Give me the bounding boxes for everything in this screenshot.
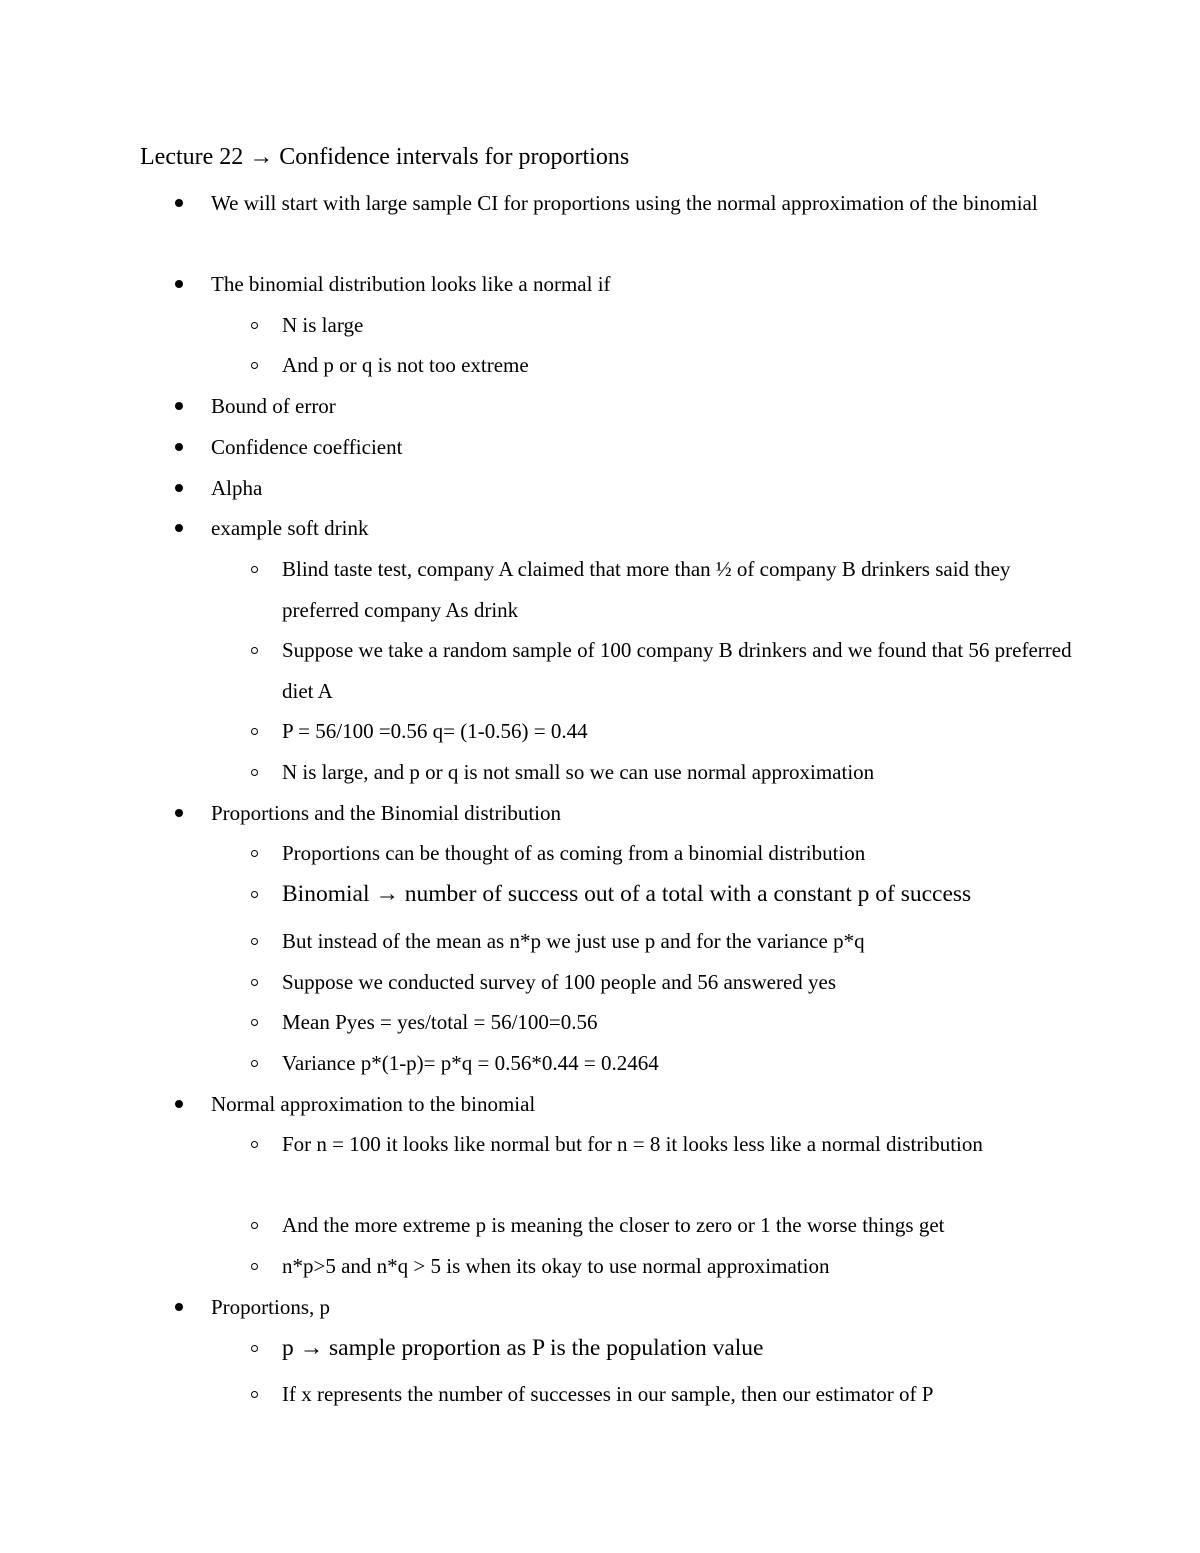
bullet-item <box>211 508 1111 549</box>
sub-bullet-item <box>282 1374 1082 1415</box>
bullet-item <box>211 793 1111 834</box>
hollow-bullet-icon <box>246 921 262 962</box>
filled-bullet-icon <box>171 264 187 305</box>
bullet-text: For n = 100 it looks like normal but for n = 8 it looks less like a normal distribution <box>282 1132 983 1156</box>
bullet-text: Bound of error <box>211 394 336 418</box>
bullet-text: p → sample proportion as P is the population value <box>282 1335 764 1361</box>
sub-bullet-item <box>282 305 1082 346</box>
filled-bullet-icon <box>171 508 187 549</box>
filled-bullet-icon <box>171 386 187 427</box>
bullet-text: Proportions can be thought of as coming from a binomial distribution <box>282 841 866 865</box>
hollow-bullet-icon <box>246 962 262 1003</box>
hollow-bullet-icon <box>246 1374 262 1415</box>
hollow-bullet-icon <box>246 711 262 752</box>
bullet-text: But instead of the mean as n*p we just use p and for the variance p*q <box>282 929 865 953</box>
bullet-text: Confidence coefficient <box>211 435 403 459</box>
bullet-text: We will start with large sample CI for proportions using the normal approximation of the binomial <box>211 191 1038 215</box>
sub-bullet-item <box>282 1205 1082 1246</box>
sub-bullet-item <box>282 874 1082 915</box>
bullet-text: N is large, and p or q is not small so we can use normal approximation <box>282 760 875 784</box>
hollow-bullet-icon <box>246 752 262 793</box>
sub-bullet-item <box>282 752 1082 793</box>
sub-bullet-item <box>282 1246 1082 1287</box>
hollow-bullet-icon <box>246 630 262 671</box>
sub-bullet-item <box>282 1002 1082 1043</box>
bullet-text: N is large <box>282 313 364 337</box>
sub-bullet-item <box>282 1043 1082 1084</box>
filled-bullet-icon <box>171 1084 187 1125</box>
bullet-text: example soft drink <box>211 516 369 540</box>
bullet-text: Proportions, p <box>211 1295 331 1319</box>
sub-bullet-item <box>282 711 1082 752</box>
bullet-text: Normal approximation to the binomial <box>211 1092 536 1116</box>
filled-bullet-icon <box>171 427 187 468</box>
sub-bullet-item <box>282 962 1082 1003</box>
bullet-text: Suppose we take a random sample of 100 company B drinkers and we found that 56 preferred diet A <box>282 638 1072 703</box>
bullet-text: n*p>5 and n*q > 5 is when its okay to use normal approximation <box>282 1254 830 1278</box>
bullet-text: And the more extreme p is meaning the closer to zero or 1 the worse things get <box>282 1213 945 1237</box>
sub-bullet-item <box>282 833 1082 874</box>
bullet-text: And p or q is not too extreme <box>282 353 529 377</box>
hollow-bullet-icon <box>246 1205 262 1246</box>
bullet-text: Suppose we conducted survey of 100 people and 56 answered yes <box>282 970 837 994</box>
bullet-text: Blind taste test, company A claimed that more than ½ of company B drinkers said they preferred company As drink <box>282 557 1011 622</box>
bullet-item <box>211 468 1111 509</box>
bullet-item <box>211 183 1111 224</box>
hollow-bullet-icon <box>246 874 262 915</box>
bullet-text: Alpha <box>211 476 263 500</box>
filled-bullet-icon <box>171 183 187 224</box>
hollow-bullet-icon <box>246 549 262 590</box>
filled-bullet-icon <box>171 793 187 834</box>
sub-bullet-item <box>282 549 1082 630</box>
bullet-text: Variance p*(1-p)= p*q = 0.56*0.44 = 0.2464 <box>282 1051 659 1075</box>
hollow-bullet-icon <box>246 305 262 346</box>
bullet-text: The binomial distribution looks like a normal if <box>211 272 611 296</box>
hollow-bullet-icon <box>246 345 262 386</box>
sub-bullet-item <box>282 630 1082 711</box>
bullet-item <box>211 1084 1111 1125</box>
bullet-item <box>211 427 1111 468</box>
hollow-bullet-icon <box>246 1043 262 1084</box>
sub-bullet-item <box>282 921 1082 962</box>
hollow-bullet-icon <box>246 1002 262 1043</box>
hollow-bullet-icon <box>246 1124 262 1165</box>
bullet-text: Mean Pyes = yes/total = 56/100=0.56 <box>282 1010 598 1034</box>
bullet-item <box>211 386 1111 427</box>
bullet-text: P = 56/100 =0.56 q= (1-0.56) = 0.44 <box>282 719 588 743</box>
filled-bullet-icon <box>171 1287 187 1328</box>
filled-bullet-icon <box>171 468 187 509</box>
sub-bullet-item <box>282 1124 1082 1165</box>
hollow-bullet-icon <box>246 1246 262 1287</box>
bullet-item <box>211 264 1111 305</box>
bullet-text: Binomial → number of success out of a total with a constant p of success <box>282 881 972 907</box>
bullet-item <box>211 1287 1111 1328</box>
bullet-text: Proportions and the Binomial distribution <box>211 801 561 825</box>
hollow-bullet-icon <box>246 833 262 874</box>
sub-bullet-item <box>282 1328 1082 1369</box>
hollow-bullet-icon <box>246 1328 262 1369</box>
page-title: Lecture 22 → Confidence intervals for proportions <box>140 144 630 170</box>
sub-bullet-item <box>282 345 1082 386</box>
bullet-text: If x represents the number of successes in our sample, then our estimator of P <box>282 1382 934 1406</box>
